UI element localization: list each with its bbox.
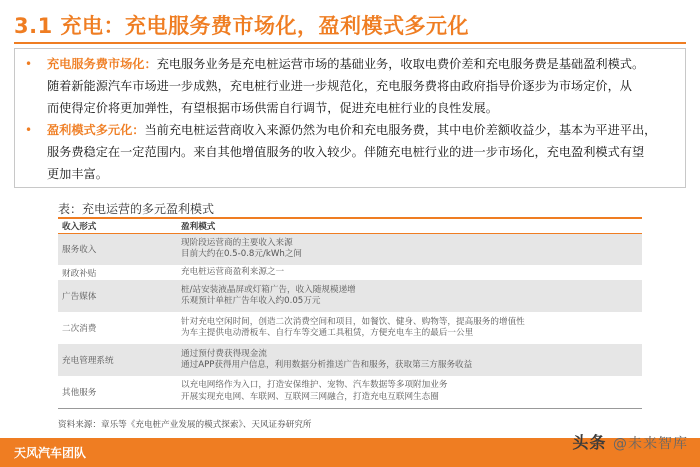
column-header-form: 收入形式 <box>58 218 181 233</box>
summary-bullet-pricing <box>21 53 679 119</box>
bullet-keyword: 盈利模式多元化： <box>47 123 145 137</box>
cell-line: 现阶段运营商的主要收入来源 <box>181 237 293 248</box>
summary-bullet-diversify <box>21 119 679 185</box>
bullet-text: 服务费稳定在一定范围内。来自其他增值服务的收入较少。伴随充电桩行业的进一步市场化，充电盈利模式有望 <box>47 145 645 159</box>
cell-line: 针对充电空闲时间，创造二次消费空间和项目，如餐饮、健身、购物等，提高服务的增值性 <box>181 316 525 327</box>
revenue-model-table <box>58 217 642 409</box>
cell-model <box>181 376 642 408</box>
footer-org-name: 天风汽车团队 <box>14 446 87 460</box>
table-row <box>58 312 642 344</box>
cell-form: 广告媒体 <box>58 280 181 312</box>
cell-form: 财政补贴 <box>62 268 97 279</box>
bullet-text: 更加丰富。 <box>47 167 108 181</box>
table-header-row <box>58 218 642 233</box>
bullet-text: 而使得定价将更加弹性，有望根据市场供需自行调节，促进充电桩行业的良性发展。 <box>47 101 498 115</box>
column-header-model: 盈利模式 <box>181 218 642 233</box>
cell-line: 开展实现充电网、车联网、互联网三网融合，打造充电互联网生态圈 <box>181 391 439 402</box>
cell-line: 通过预付费获得现金流 <box>181 348 267 359</box>
cell-line: 充电桩运营商盈利来源之一 <box>181 266 285 277</box>
cell-model <box>181 344 642 376</box>
table-row <box>58 233 642 265</box>
cell-model <box>181 265 642 280</box>
table-row <box>58 376 642 408</box>
bullet-text: 当前充电桩运营商收入来源仍然为电价和充电服务费，其中电价差额收益少，基本为平进平出， <box>144 123 657 137</box>
table-row <box>58 344 642 376</box>
bullet-keyword: 充电服务费市场化： <box>47 57 157 71</box>
watermark-prefix: 头条 <box>572 433 607 452</box>
table-row <box>58 280 642 312</box>
watermark <box>572 430 688 453</box>
table-row <box>58 265 642 280</box>
title-divider <box>14 42 686 44</box>
cell-form: 二次消费 <box>62 324 97 334</box>
source-note: 资料来源：章乐等《充电桩产业发展的模式探索》、天风证券研究所 <box>58 420 312 430</box>
cell-model <box>181 312 642 344</box>
cell-form: 其他服务 <box>58 376 181 408</box>
summary-box <box>14 48 686 188</box>
cell-line: 桩/站安装液晶屏或灯箱广告，收入随规模递增 <box>181 284 356 295</box>
cell-line: 目前大约在0.5-0.8元/kWh之间 <box>181 249 303 260</box>
bullet-text: 充电服务业务是充电桩运营市场的基础业务，收取电费价差和充电服务费是基础盈利模式。 <box>156 57 645 71</box>
bullet-icon: • <box>25 123 33 137</box>
page-title: 3.1 充电：充电服务费市场化，盈利模式多元化 <box>14 14 470 38</box>
cell-line: 为车主提供电动滑板车、自行车等交通工具租赁，方便充电车主的最后一公里 <box>181 328 474 338</box>
cell-model <box>181 233 642 265</box>
cell-line: 以充电网络作为入口，打造安保维护、宠物、汽车数据等多项附加业务 <box>181 380 448 391</box>
cell-form: 服务收入 <box>58 233 181 265</box>
watermark-handle: @未来智库 <box>613 436 688 452</box>
cell-line: 通过APP获得用户信息，利用数据分析推送广告和服务，获取第三方服务收益 <box>181 360 473 370</box>
bullet-text: 随着新能源汽车市场进一步成熟，充电桩行业进一步规范化，充电服务费将由政府指导价逐步为市场定价，从 <box>47 79 632 93</box>
cell-form: 充电管理系统 <box>58 344 181 376</box>
cell-line: 乐观预计单桩广告年收入约0.05万元 <box>181 296 321 306</box>
bullet-icon: • <box>25 57 33 71</box>
table-caption: 表：充电运营的多元盈利模式 <box>58 202 215 216</box>
cell-model <box>181 280 642 312</box>
